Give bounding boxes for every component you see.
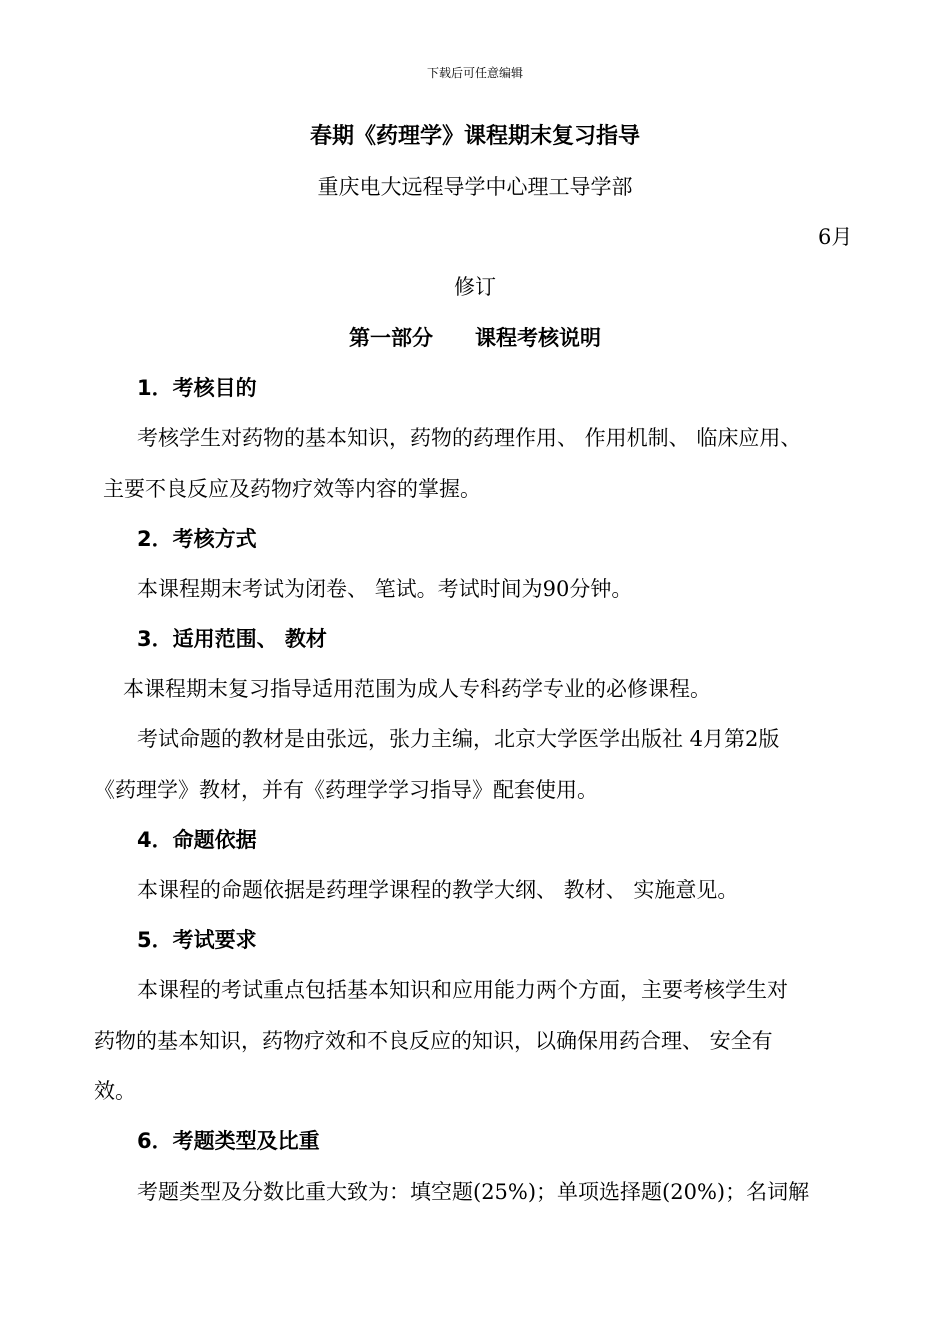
- paragraph-line: 药物的基本知识，药物疗效和不良反应的知识，以确保用药合理、 安全有: [94, 1029, 773, 1053]
- paragraph-line: 本课程的考试重点包括基本知识和应用能力两个方面，主要考核学生对: [137, 978, 788, 1002]
- section-heading: 6．考题类型及比重: [137, 1129, 320, 1153]
- paragraph-line: 考核学生对药物的基本知识，药物的药理作用、 作用机制、 临床应用、: [137, 426, 802, 450]
- revision-note: 修订: [454, 275, 496, 299]
- paragraph-line: 本课程期末复习指导适用范围为成人专科药学专业的必修课程。: [123, 677, 711, 701]
- paragraph-line: 效。: [94, 1079, 136, 1103]
- section-heading: 1．考核目的: [137, 376, 257, 400]
- section-heading: 3．适用范围、 教材: [137, 627, 327, 651]
- paragraph-line: 考试命题的教材是由张远，张力主编，北京大学医学出版社 4月第2版: [137, 727, 780, 751]
- paragraph-line: 主要不良反应及药物疗效等内容的掌握。: [103, 477, 481, 501]
- paragraph-line: 考题类型及分数比重大致为：填空题(25%)；单项选择题(20%)；名词解: [137, 1180, 810, 1204]
- document-title: 春期《药理学》课程期末复习指导: [309, 124, 640, 149]
- section-heading: 2．考核方式: [137, 527, 257, 551]
- date-month: 6月: [818, 225, 853, 249]
- section-heading: 4．命题依据: [137, 828, 257, 852]
- paragraph-line: 《药理学》教材，并有《药理学学习指导》配套使用。: [94, 778, 598, 802]
- paragraph-line: 本课程的命题依据是药理学课程的教学大纲、 教材、 实施意见。: [137, 878, 739, 902]
- section-heading: 5．考试要求: [137, 928, 257, 952]
- paragraph-line: 本课程期末考试为闭卷、 笔试。考试时间为90分钟。: [137, 577, 633, 601]
- header-note: 下载后可任意编辑: [426, 66, 523, 80]
- part-title: 第一部分 课程考核说明: [349, 326, 601, 350]
- organization: 重庆电大远程导学中心理工导学部: [317, 175, 633, 199]
